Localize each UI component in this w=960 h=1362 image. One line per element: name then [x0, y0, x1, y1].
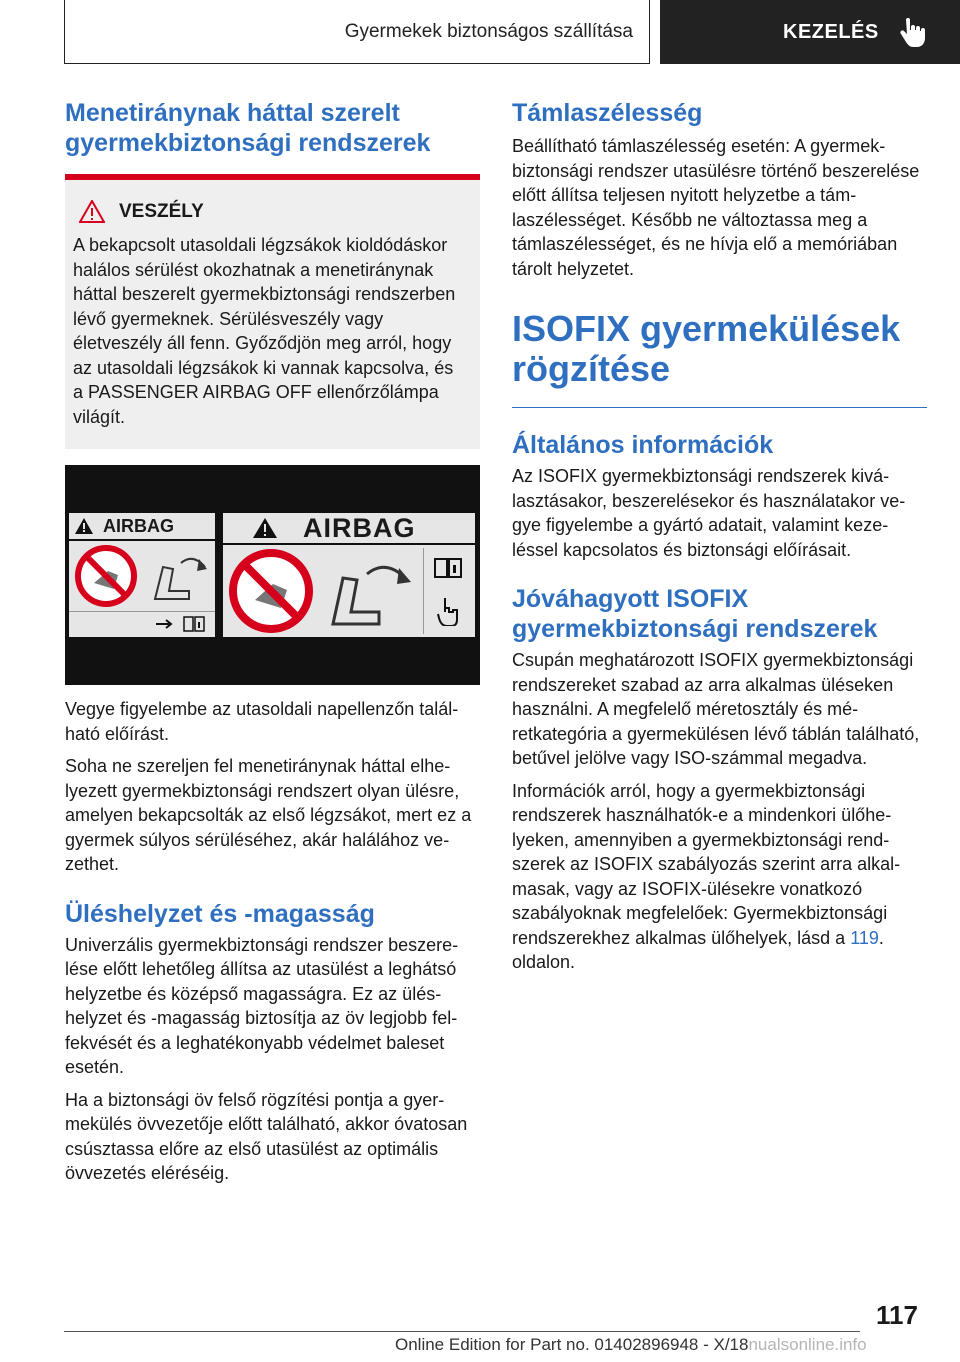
airbag-label-large [223, 513, 475, 637]
seating-positions-text: Információk arról, hogy a gyermekbiztonsági rendszerek használhatók-e a mindenkori ülőhelyeken, amennyiben a gyermekbiztonsági rendszerek az ISOFIX szabályozás szerint arra alkalmasak, vagy az ISOFIX-ülésekre vonatkozó szabályoknak megfelelőek: Gyermekbiztonsági rendszerekhez alkalmas ülőhelyek, lásd a [512, 780, 901, 948]
header-section-title: Gyermekek biztonságos szállítása [64, 0, 650, 64]
footer-edition [395, 1335, 867, 1355]
paragraph-approved-isofix: Csupán meghatározott ISOFIX gyermekbiztonsági rendszereket szabad az arra alkalmas üléseken használni. A megfelelő méretosztály és méretkategória a gyermekülésen lévő táblán található, betűvel jelölve vagy ISO-számmal megadva. [512, 650, 920, 768]
section-heading-seat-position: Üléshelyzet és -magasság [65, 899, 375, 928]
prohibited-child-seat-icon [223, 546, 319, 636]
seat-airbag-icon [143, 541, 215, 611]
paragraph-seat-position: Univerzális gyermekbiztonsági rendszer beszerelése előtt lehetőleg állítsa az utasülést a leghátsó helyzetbe és középső magasságra. Ez az üléshelyzet és -magasság biztosítja az öv legjobb felfekvését és a leghatékonyabb védelmet baleset esetén. [65, 934, 459, 1077]
paragraph-never-install: Soha ne szereljen fel menetiránynak háttal elhelyezett gyermekbiztonsági rendszert olyan ülésre, amelyen bekapcsolták az első légzsákot, mert ez a gyermek súlyos sérüléséhez, akár halálához vezethet. [65, 756, 472, 874]
danger-heading [73, 200, 468, 223]
warning-triangle-icon [75, 518, 93, 534]
manual-book-icon [183, 615, 205, 633]
seat-airbag-icon [319, 546, 423, 636]
warning-triangle-icon [253, 518, 277, 538]
paragraph-seating-positions [512, 779, 927, 975]
airbag-label-small [69, 513, 215, 637]
page-number: 117 [876, 1300, 918, 1330]
footer-divider [64, 1331, 860, 1332]
paragraph-belt-anchor: Ha a biztonsági öv felső rögzítési pontja a gyermekülés övvezetője előtt található, akkor óvatosan csúsztassa előre az első utasülést az optimális övvezetés eléréséig. [65, 1089, 468, 1183]
footer-watermark: nualsonline.info [748, 1335, 867, 1354]
hand-pointer-icon [437, 596, 459, 626]
section-heading-approved-isofix: Jóváhagyott ISOFIX gyermekbiztonsági rendszerek [512, 585, 878, 643]
hand-pointer-icon [155, 618, 177, 630]
footer-edition-text: Online Edition for Part no. 01402896948 - X/18 [395, 1335, 749, 1354]
section-heading-general-info: Általános információk [512, 431, 774, 459]
danger-text: A bekapcsolt utasoldali légzsákok kioldódáskor halálos sérülést okozhatnak a menetiránynak háttal beszerelt gyermekbiztonsági rendszerben lévő gyermeknek. Sérülésveszély vagy életveszély áll fenn. Győződjön meg arról, hogy az utasoldali légzsákok ki vannak kapcsolva, és a PASSENGER AIRBAG OFF ellenőrzőlámpa világít. [73, 235, 456, 427]
section-heading-rear-facing: Menetiránynak háttal szerelt gyermekbiztonsági rendszerek [65, 99, 431, 157]
airbag-warning-label-image [65, 465, 480, 685]
section-heading-backrest-width: Támlaszélesség [512, 99, 703, 127]
prohibited-child-seat-icon [69, 541, 143, 611]
header-chapter[interactable] [660, 0, 960, 64]
paragraph-backrest-width: Beállítható támlaszélesség esetén: A gyermekbiztonsági rendszer utasülésre történő beszerelése előtt állítsa teljesen nyitott helyzetbe a támlaszélességet. Később ne változtassa meg a támlaszélességet, és ne hívja elő a memóriában tárolt helyzetet. [512, 136, 920, 279]
left-column [65, 98, 480, 1186]
danger-label: VESZÉLY [119, 200, 204, 222]
danger-box [65, 180, 480, 449]
airbag-label-large-text: AIRBAG [303, 512, 416, 543]
airbag-label-small-text: AIRBAG [103, 515, 174, 536]
paragraph-general-info: Az ISOFIX gyermekbiztonsági rendszerek kiválasztásakor, beszerelésekor és használatakor vegye figyelembe a gyártó adatait, valamint kezeléssel kapcsolatos és biztonsági előírásait. [512, 466, 906, 560]
manual-book-icon [434, 557, 462, 579]
page-reference-link[interactable]: 119 [850, 927, 879, 948]
seating-positions-text-end: . oldalon. [512, 927, 884, 972]
paragraph-sun-visor: Vegye figyelembe az utasoldali napellenzőn található előírást. [65, 699, 459, 744]
chapter-label: KEZELÉS [783, 20, 879, 43]
hand-pointer-icon [899, 17, 925, 47]
right-column [512, 98, 927, 975]
warning-triangle-icon [79, 200, 105, 223]
heading-divider [512, 407, 927, 408]
chapter-heading-isofix: ISOFIX gyermekülések rögzítése [512, 308, 901, 389]
